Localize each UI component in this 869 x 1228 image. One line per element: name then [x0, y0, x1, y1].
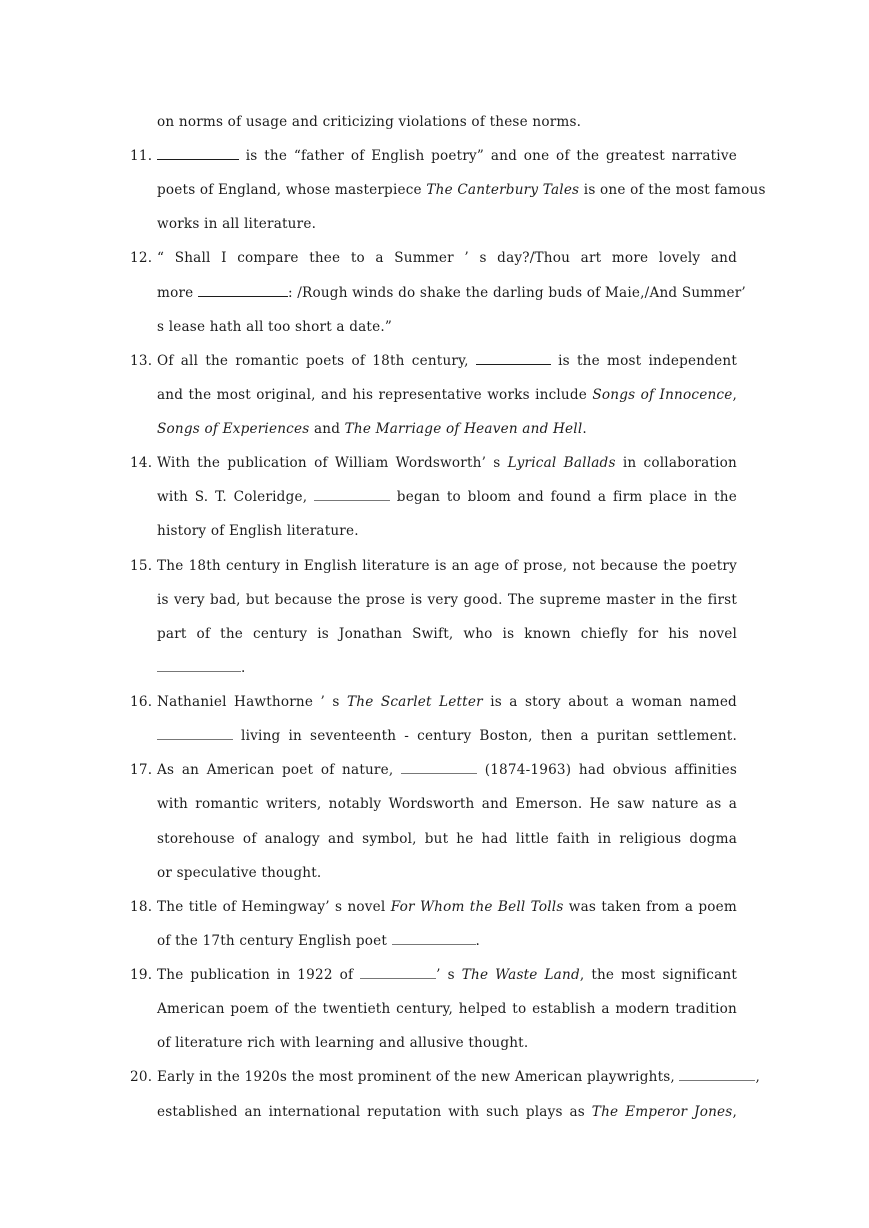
question-11-line-3: works in all literature.: [157, 216, 317, 232]
answer-blank[interactable]: [157, 658, 241, 672]
question-17-line-3: storehouse of analogy and symbol, but he had little faith in religious dogma: [157, 831, 737, 847]
question-number-16: 16.: [130, 694, 153, 710]
question-17-line-2: with romantic writers, notably Wordsworth and Emerson. He saw nature as a: [157, 796, 737, 812]
question-13-line-2: and the most original, and his representative works include Songs of Innocence,: [157, 387, 737, 403]
question-15-line-3: part of the century is Jonathan Swift, who is known chiefly for his novel: [157, 626, 737, 642]
question-number-20: 20.: [130, 1069, 153, 1085]
question-14-line-1: With the publication of William Wordsworth’ s Lyrical Ballads in collaboration: [157, 455, 737, 471]
question-16-line-1: Nathaniel Hawthorne ’ s The Scarlet Letter is a story about a woman named: [157, 694, 737, 710]
question-17-line-4: or speculative thought.: [157, 865, 322, 881]
question-15-line-1: The 18th century in English literature is an age of prose, not because the poetry: [157, 558, 737, 574]
question-19-line-1: The publication in 1922 of ’ s The Waste Land, the most significant: [157, 967, 737, 983]
question-11-line-1: is the “father of English poetry” and one of the greatest narrative: [157, 139, 737, 173]
question-number-11: 11.: [130, 148, 153, 164]
answer-blank[interactable]: [157, 145, 239, 160]
continuation-line: on norms of usage and criticizing violations of these norms.: [157, 114, 582, 130]
answer-blank[interactable]: [476, 350, 551, 365]
question-number-18: 18.: [130, 899, 153, 915]
question-16-line-2: living in seventeenth - century Boston, then a puritan settlement.: [157, 719, 737, 753]
question-number-19: 19.: [130, 967, 153, 983]
question-12-line-2: more : /Rough winds do shake the darling buds of Maie,/And Summer’: [157, 276, 737, 310]
answer-blank[interactable]: [198, 282, 288, 297]
question-13-line-1: Of all the romantic poets of 18th century, is the most independent: [157, 344, 737, 378]
question-15-line-4: .: [157, 651, 737, 685]
question-number-13: 13.: [130, 353, 153, 369]
question-20-line-2: established an international reputation with such plays as The Emperor Jones,: [157, 1104, 737, 1120]
answer-blank[interactable]: [392, 931, 476, 945]
question-number-12: 12.: [130, 250, 153, 266]
question-number-15: 15.: [130, 558, 153, 574]
question-19-line-2: American poem of the twentieth century, helped to establish a modern tradition: [157, 1001, 737, 1017]
answer-blank[interactable]: [314, 487, 390, 501]
answer-blank[interactable]: [360, 965, 436, 979]
answer-blank[interactable]: [401, 760, 477, 774]
question-17-line-1: As an American poet of nature, (1874-1963) had obvious affinities: [157, 762, 737, 778]
answer-blank[interactable]: [679, 1067, 755, 1081]
question-14-line-3: history of English literature.: [157, 523, 359, 539]
question-15-line-2: is very bad, but because the prose is very good. The supreme master in the first: [157, 592, 737, 608]
question-12-line-3: s lease hath all too short a date.”: [157, 319, 393, 335]
question-14-line-2: with S. T. Coleridge, began to bloom and found a firm place in the: [157, 489, 737, 505]
question-number-14: 14.: [130, 455, 153, 471]
question-19-line-3: of literature rich with learning and allusive thought.: [157, 1035, 529, 1051]
question-18-line-1: The title of Hemingway’ s novel For Whom the Bell Tolls was taken from a poem: [157, 899, 737, 915]
question-20-line-1: Early in the 1920s the most prominent of the new American playwrights, ,: [157, 1069, 761, 1085]
question-11-line-2: poets of England, whose masterpiece The Canterbury Tales is one of the most famous: [157, 182, 766, 198]
question-13-line-3: Songs of Experiences and The Marriage of Heaven and Hell.: [157, 421, 587, 437]
question-18-line-2: of the 17th century English poet .: [157, 933, 481, 949]
question-12-line-1: “ Shall I compare thee to a Summer ’ s day?/Thou art more lovely and: [157, 250, 737, 266]
question-number-17: 17.: [130, 762, 153, 778]
answer-blank[interactable]: [157, 726, 233, 740]
